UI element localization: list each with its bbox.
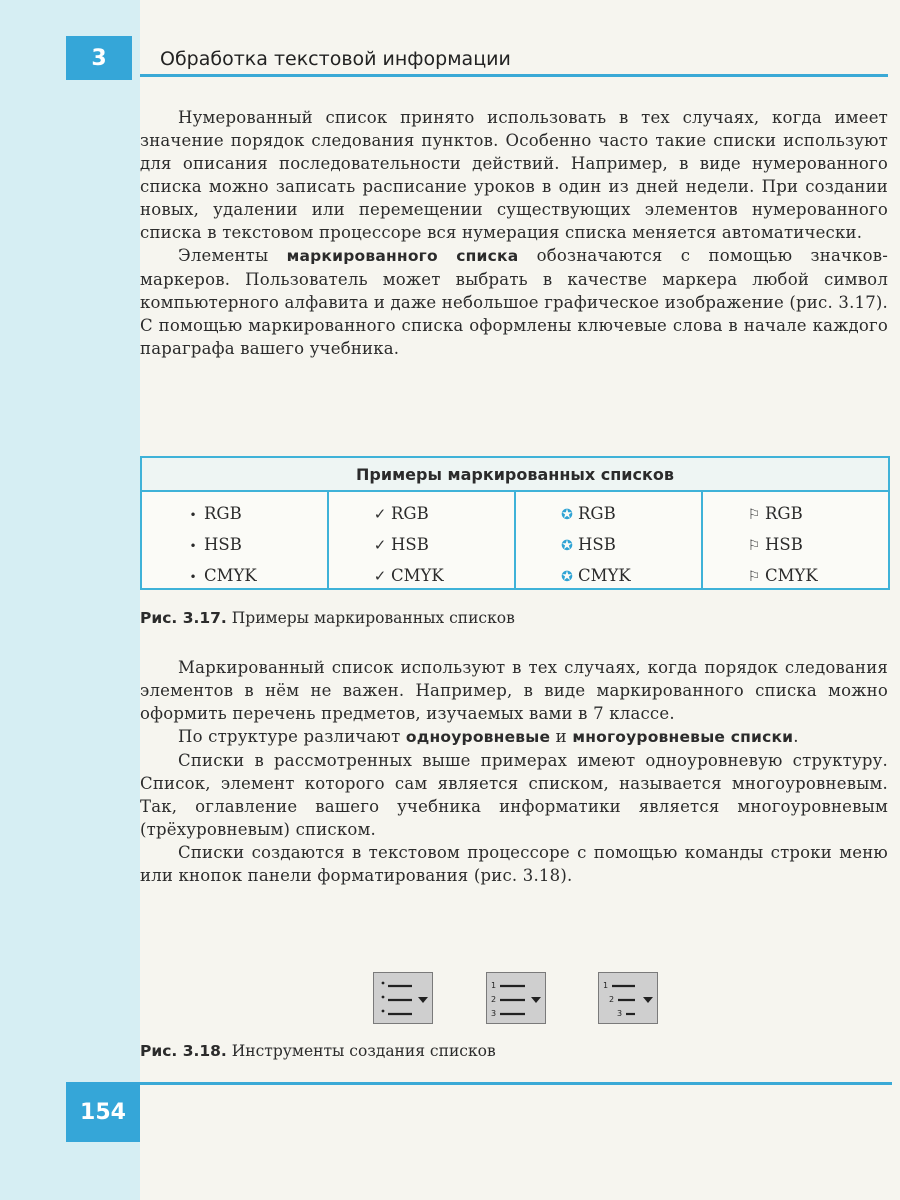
multilevel-list-button[interactable]	[598, 972, 658, 1024]
bulleted-list-button[interactable]	[373, 972, 433, 1024]
numbered-list-icon	[487, 973, 545, 1023]
star-circle-icon: ✪	[561, 569, 573, 585]
chapter-number-badge: 3	[66, 36, 132, 80]
text-block-bottom	[140, 656, 888, 887]
figure-caption-text: Примеры маркированных списков	[231, 609, 515, 627]
bullet-icon: •	[189, 539, 197, 553]
list-number: 2	[491, 995, 497, 1004]
flag-icon: ⚐	[747, 569, 761, 585]
list-item: • HSB	[184, 529, 327, 560]
paragraph: По структуре различают одноуровневые и многоуровневые списки.	[178, 727, 799, 746]
checkmark-column	[329, 492, 516, 590]
table-title: Примеры маркированных списков	[142, 458, 888, 492]
footer-rule	[140, 1082, 892, 1085]
figure-caption-text: Инструменты создания списков	[231, 1042, 496, 1060]
flag-icon: ⚐	[747, 507, 761, 523]
chapter-title: Обработка текстовой информации	[160, 48, 511, 70]
list-item: ✓ RGB	[371, 498, 514, 529]
checkmark-icon: ✓	[373, 567, 387, 585]
bullet-icon: •	[189, 570, 197, 584]
bulleted-list-examples-table	[140, 456, 890, 590]
term-bulleted-list: маркированного списка	[286, 247, 519, 265]
flag-column	[703, 492, 888, 590]
paragraph: Нумерованный список принято использовать в тех случаях, когда имеет значение порядок следования пунктов. Особенно часто такие списки используют для описания последовательности действий. Например, в виде нумерованного списка можно записать расписание уроков в один из дней недели. При создании новых, удалении или перемещении существующих элементов нумерованного списка в текстовом процессоре вся нумерация списка меняется автоматически.	[140, 108, 888, 242]
list-item: ✪ RGB	[558, 498, 701, 529]
margin-band	[0, 0, 140, 1200]
flag-icon: ⚐	[747, 538, 761, 554]
list-item: ✓ CMYK	[371, 560, 514, 591]
paragraph: Списки в рассмотренных выше примерах имеют одноуровневую структуру. Список, элемент которого сам является списком, называется многоуровневым. Так, оглавление вашего учебника информатики является многоуровневым (трёхуровневым) списком.	[140, 751, 888, 839]
list-number: 3	[491, 1009, 497, 1018]
figure-label: Рис. 3.18.	[140, 1042, 227, 1060]
term-multilevel: многоуровневые списки	[572, 728, 794, 746]
list-item: ⚐ CMYK	[745, 560, 888, 591]
checkmark-icon: ✓	[373, 505, 387, 523]
figure-caption	[140, 1042, 496, 1060]
page-number: 154	[66, 1082, 140, 1142]
bullet-icon: •	[189, 508, 197, 522]
paragraph: Маркированный список используют в тех случаях, когда порядок следования элементов в нём не важен. Например, в виде маркированного списка можно оформить перечень предметов, изучаемых вами в 7 классе.	[140, 658, 888, 723]
checkmark-icon: ✓	[373, 536, 387, 554]
list-item: ✪ HSB	[558, 529, 701, 560]
paragraph: Элементы маркированного списка обозначаются с помощью значков-маркеров. Пользователь может выбрать в качестве маркера любой символ компьютерного алфавита и даже небольшое графическое изображение (рис. 3.17). С помощью маркированного списка оформлены ключевые слова в начале каждого параграфа вашего учебника.	[140, 246, 888, 358]
paragraph: Списки создаются в текстовом процессоре с помощью команды строки меню или кнопок панели форматирования (рис. 3.18).	[140, 843, 888, 885]
list-item: ⚐ RGB	[745, 498, 888, 529]
header-rule	[140, 74, 888, 77]
list-item: • RGB	[184, 498, 327, 529]
list-number: 1	[491, 981, 497, 990]
text-block-top	[140, 106, 888, 360]
bullet-column	[142, 492, 329, 590]
star-circle-icon: ✪	[561, 538, 573, 554]
list-item: ✓ HSB	[371, 529, 514, 560]
list-number: 3	[617, 1009, 623, 1018]
bulleted-list-icon	[374, 973, 432, 1023]
star-circle-icon: ✪	[561, 507, 573, 523]
star-column	[516, 492, 703, 590]
list-number: 2	[609, 995, 615, 1004]
multilevel-list-icon	[599, 973, 657, 1023]
figure-caption	[140, 609, 515, 627]
list-item: ✪ CMYK	[558, 560, 701, 591]
numbered-list-button[interactable]	[486, 972, 546, 1024]
list-item: ⚐ HSB	[745, 529, 888, 560]
list-number: 1	[603, 981, 609, 990]
term-single-level: одноуровневые	[405, 728, 551, 746]
figure-label: Рис. 3.17.	[140, 609, 227, 627]
list-item: • CMYK	[184, 560, 327, 591]
